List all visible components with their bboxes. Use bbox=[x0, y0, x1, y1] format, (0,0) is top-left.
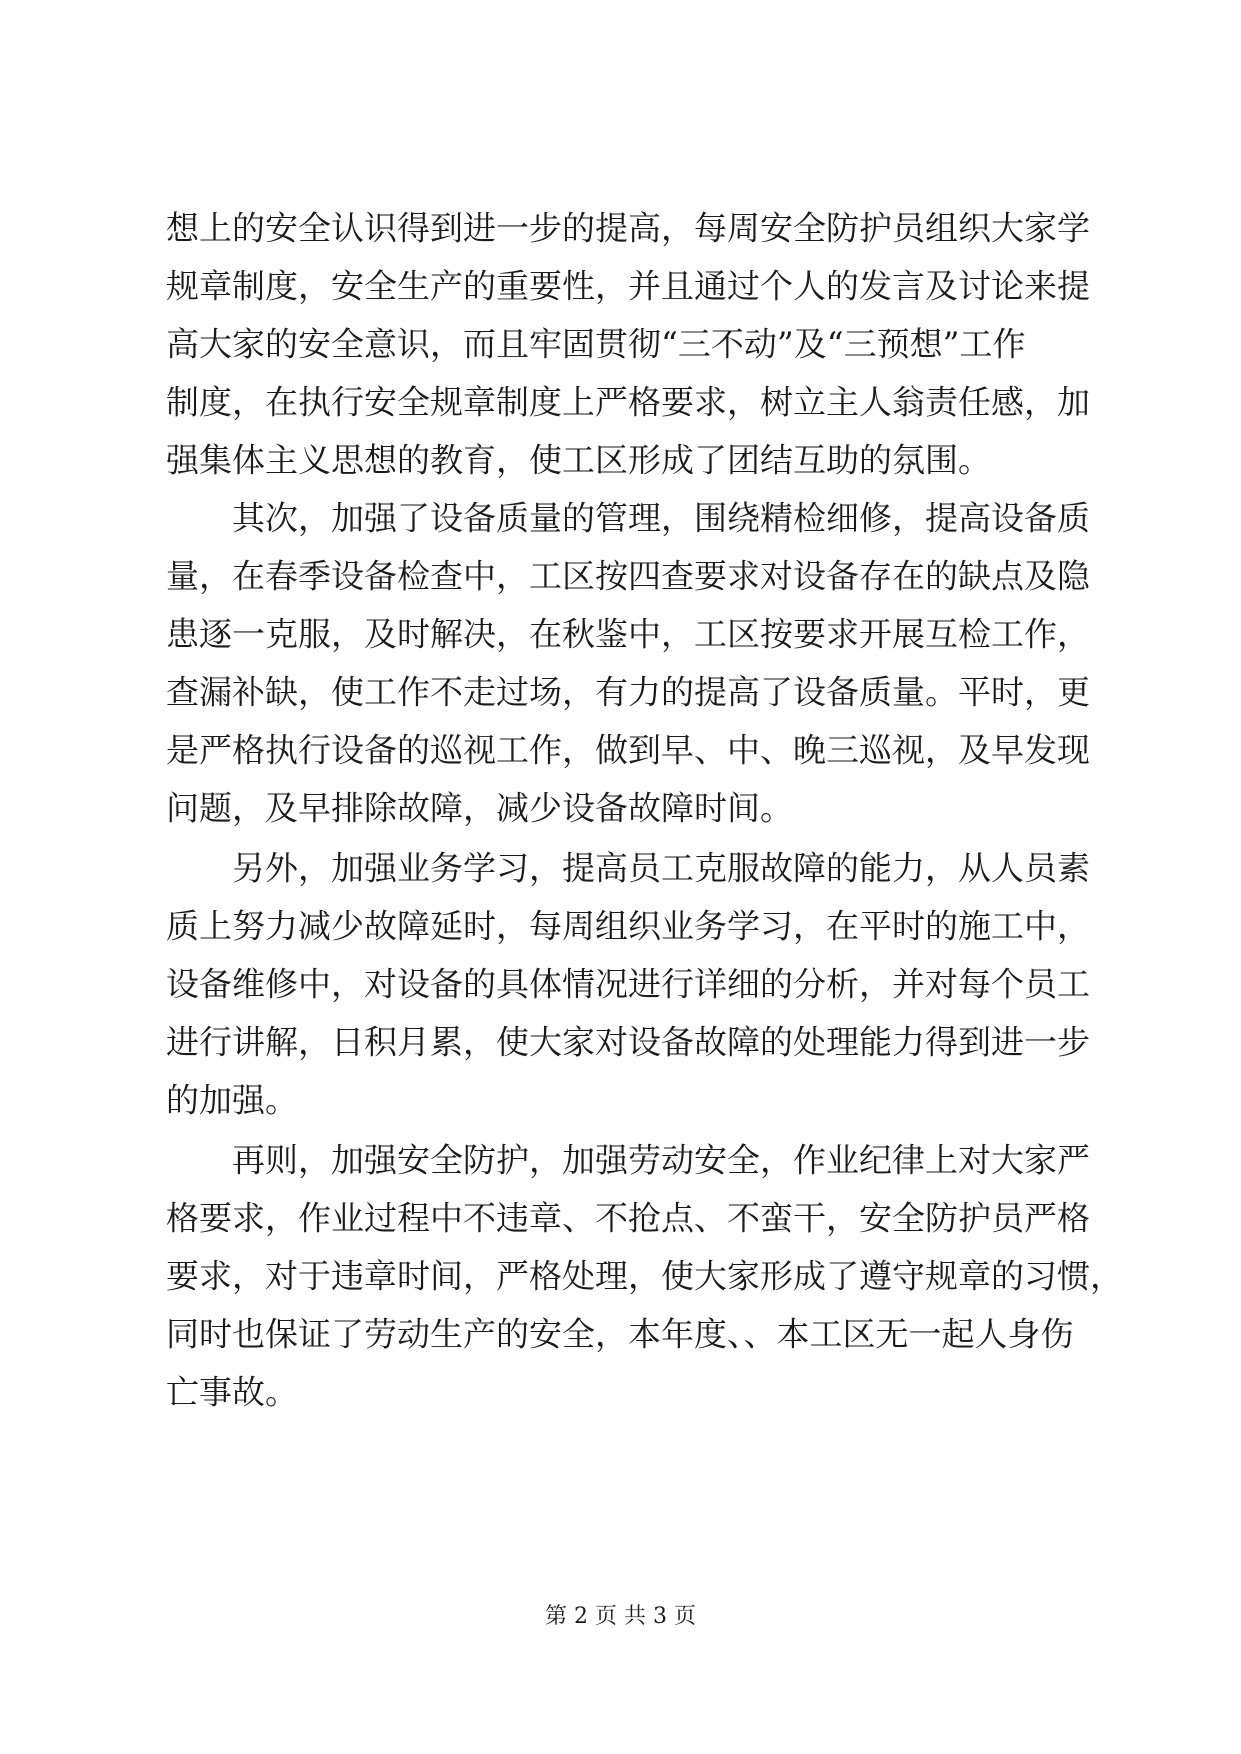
document-page: 想上的安全认识得到进一步的提高，每周安全防护员组织大家学 规章制度，安全生产的重要性，并且通过个人的发言及讨论来提 高大家的安全意识，而且牢固贯彻“三不动”及“三预想”工作 制度，在执行安全规章制度上严格要求，树立主人翁责任感，加 强集体主义思想的教育，使工区形成了团结互助的氛围。 其次，加强了设备质量的管理，围绕精检细修，提高设备质 量，在春季设备检查中，工区按四查要求对设备存在的缺点及隐 患逐一克服，及时解决，在秋鉴中，工区按要求开展互检工作， 查漏补缺，使工作不走过场，有力的提高了设备质量。平时，更 是严格执行设备的巡视工作，做到早、中、晚三巡视，及早发现 问题，及早排除故障，减少设备故障时间。 另外，加强业务学习，提高员工克服故障的能力，从人员素 质上努力减少故障延时，每周组织业务学习，在平时的施工中， 设备维修中，对设备的具体情况进行详细的分析，并对每个员工 进行讲解，日积月累，使大家对设备故障的处理能力得到进一步 的加强。 再则，加强安全防护，加强劳动安全，作业纪律上对大家严 格要求，作业过程中不违章、不抢点、不蛮干，安全防护员严格 要求，对于违章时间，严格处理，使大家形成了遵守规章的习惯， 同时也保证了劳动生产的安全，本年度、、本工区无一起人身伤 亡事故。 第 2 页 共 3 页 bbox=[0, 0, 1241, 1754]
page-number: 第 2 页 共 3 页 bbox=[545, 1604, 696, 1629]
